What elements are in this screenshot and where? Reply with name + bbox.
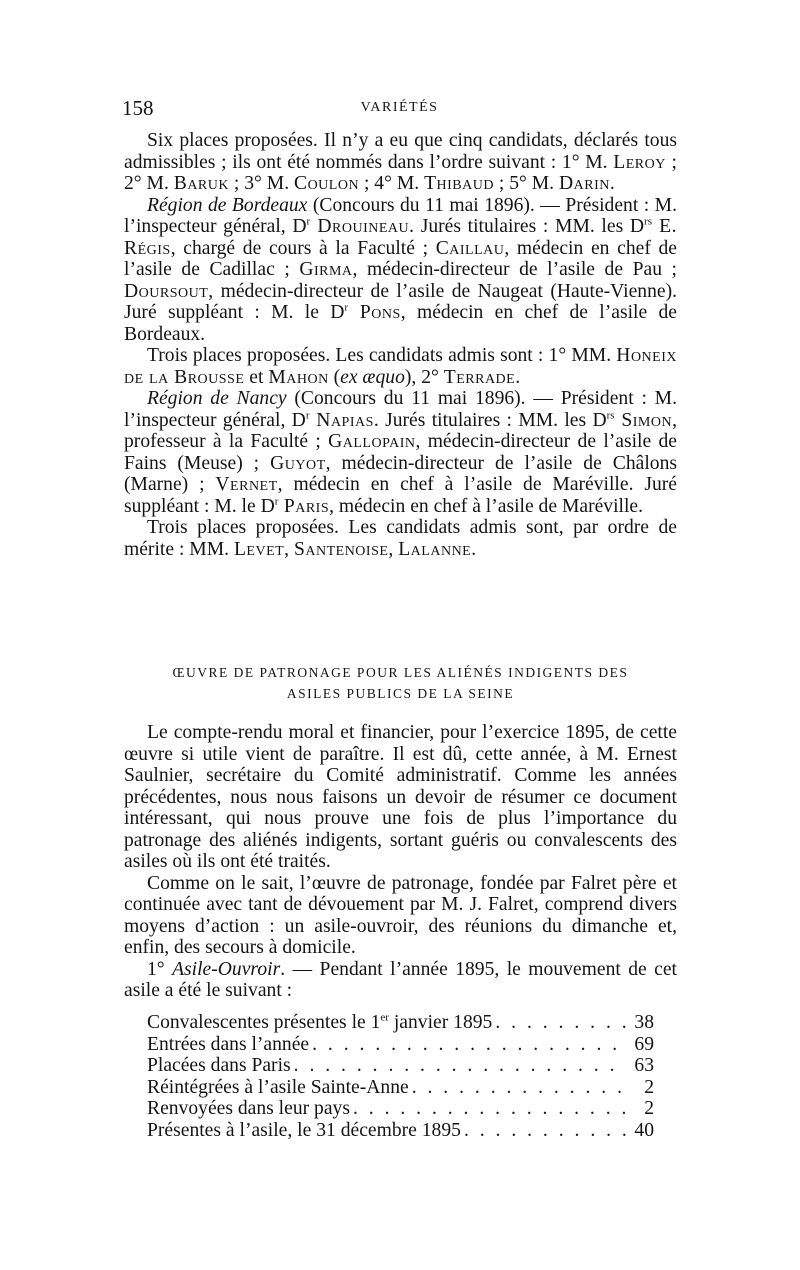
table-row: [147, 1120, 654, 1142]
row-label: Entrées dans l’année: [147, 1033, 310, 1055]
superscript: r: [306, 215, 311, 228]
table-row: [147, 1012, 654, 1034]
table-row: [147, 1034, 654, 1056]
text-run: , médecin en chef de l’asile de Cadillac ;: [124, 237, 678, 280]
leader-dots: [461, 1120, 626, 1142]
body-text-top: [124, 130, 677, 560]
row-label: Renvoyées dans leur pays: [147, 1098, 350, 1119]
superscript: rs: [644, 215, 652, 228]
text-run: , médecin en chef à l’asile de Maréville.: [329, 495, 644, 517]
text-run: , chargé de cours à la Faculté ;: [170, 237, 436, 259]
paragraph: [124, 345, 677, 388]
person-name: Napias: [309, 409, 374, 431]
row-value: 69: [634, 1033, 654, 1055]
table-row: [147, 1077, 654, 1099]
text-run: Trois places proposées. Les candidats admis sont : 1° MM.: [147, 345, 617, 366]
text-run: . — Pendant l’année 1895, le mouvement de cet asile a été le suivant :: [124, 958, 678, 1001]
candidate-name: Mahon: [268, 366, 329, 388]
superscript: r: [305, 408, 310, 421]
person-name: Drouineau: [310, 216, 410, 237]
superscript: er: [380, 1011, 389, 1024]
paragraph: Comme on le sait, l’œuvre de patronage, fondée par Falret père et continuée avec tant de dévouement par M. J. Falret, comprend divers moyens d’action : un asile-ouvroir, des réunions du dimanche et, enfin, des secours à domicile.: [124, 872, 677, 958]
text-run: .: [609, 173, 615, 194]
region-heading: Région de Bordeaux: [147, 194, 308, 216]
row-value: 63: [634, 1055, 654, 1076]
candidate-name: Santenoise: [293, 538, 389, 560]
superscript: r: [274, 494, 279, 507]
text-run: (Concours du 11 mai 1896). — Président : M. l’inspecteur général, D: [124, 388, 677, 431]
row-label: Réintégrées à l’asile Sainte-Anne: [147, 1076, 409, 1098]
paragraph: [124, 195, 677, 346]
text-run: ; 5° M.: [493, 173, 559, 194]
person-name: Pons: [348, 302, 401, 323]
running-head: VARIÉTÉS: [360, 100, 439, 115]
paragraph: [124, 959, 677, 1002]
row-label: Présentes à l’asile, le 31 décembre 1895: [147, 1119, 461, 1141]
paragraph: Le compte-rendu moral et financier, pour l’exercice 1895, de cette œuvre si utile vient de paraître. Il est dû, cette année, à M. Ernest Saulnier, secrétaire du Comité administratif. Comme les années précédentes, nous nous faisons un devoir de résumer ce document intéressant, qui nous prouve une fois de plus l’importance du patronage des aliénés indigents, sortant guéris ou convalescents des asiles où ils ont été traités.: [124, 722, 677, 872]
text-run: ,: [388, 538, 399, 560]
paragraph: [124, 388, 677, 517]
candidate-name: Coulon: [294, 173, 360, 194]
section-heading: [124, 662, 677, 704]
row-value: 40: [634, 1119, 654, 1141]
text-run: 1°: [147, 958, 173, 980]
table-row: [147, 1055, 654, 1077]
candidate-name: Baruk: [173, 173, 229, 194]
text-run: (: [328, 366, 341, 388]
text-run: , médecin-directeur de l’asile de Naugeat (Haute-Vienne). Juré suppléant : M. le D: [124, 280, 677, 323]
candidate-name: Leroy: [613, 151, 666, 173]
text-run: , médecin-directeur de l’asile de Fains (Meuse) ;: [124, 431, 677, 474]
row-value: 2: [644, 1098, 654, 1119]
italic-text: ex æquo: [340, 366, 405, 388]
statistics-table: [147, 1012, 654, 1141]
candidate-name: Levet: [233, 538, 285, 560]
text-run: . Jurés titulaires : MM. les D: [373, 409, 607, 431]
text-run: , médecin en chef de l’asile de Bordeaux.: [124, 302, 677, 345]
row-label: [147, 1012, 492, 1034]
text-run: (Concours du 11 mai 1896). — Président : M. l’inspecteur général, D: [124, 194, 677, 237]
table-row: [147, 1098, 654, 1120]
text-run: . Jurés titulaires : MM. les D: [409, 216, 645, 237]
text-run: , médecin en chef à l’asile de Maréville. Juré suppléant : M. le D: [124, 474, 677, 517]
page-number: 158: [122, 96, 154, 120]
person-name: Vernet: [215, 474, 278, 495]
person-name: Doursout: [124, 280, 209, 302]
superscript: r: [344, 301, 349, 314]
text-run: , médecin-directeur de l’asile de Châlons (Marne) ;: [124, 452, 677, 495]
text-run: .: [471, 538, 477, 560]
label-text: Convalescentes présentes le 1: [147, 1012, 381, 1033]
section-heading-line: ŒUVRE DE PATRONAGE POUR LES ALIÉNÉS INDIGENTS DES: [172, 665, 629, 680]
text-run: ; 2° M.: [124, 151, 678, 194]
text-run: ,: [284, 538, 294, 560]
text-run: .: [515, 366, 521, 388]
subsection-title: Asile-Ouvroir: [172, 958, 281, 980]
text-run: Six places proposées. Il n’y a eu que cinq candidats, déclarés tous admissibles ; ils ont été nommés dans l’ordre suivant : 1° M.: [124, 130, 677, 173]
row-value: 2: [644, 1076, 654, 1098]
candidate-name: Thibaud: [424, 173, 494, 194]
leader-dots: [492, 1012, 626, 1034]
leader-dots: [350, 1098, 626, 1120]
person-name: Gallopain: [328, 431, 416, 452]
text-run: ; 4° M.: [359, 173, 425, 194]
text-run: Trois places proposées. Les candidats admis sont, par ordre de mérite : MM.: [124, 517, 677, 560]
row-label: Placées dans Paris: [147, 1055, 291, 1076]
candidate-name: Honeix de la Brousse: [124, 345, 677, 388]
region-heading: Région de Nancy: [147, 388, 287, 409]
text-run: , professeur à la Faculté ;: [124, 409, 677, 452]
candidate-name: Terrade: [443, 366, 516, 388]
person-name: Paris: [278, 495, 330, 517]
leader-dots: [409, 1077, 626, 1099]
leader-dots: [291, 1055, 626, 1077]
body-text-bottom: [124, 722, 677, 1002]
person-name: Caillau: [435, 237, 505, 259]
person-name: E. Régis: [124, 216, 678, 259]
section-heading-line: ASILES PUBLICS DE LA SEINE: [286, 686, 515, 701]
person-name: Girma: [299, 259, 353, 280]
person-name: Guyot: [270, 452, 326, 474]
text-run: ; 3° M.: [229, 173, 294, 194]
candidate-name: Lalanne: [398, 538, 472, 560]
leader-dots: [309, 1034, 626, 1056]
row-value: 38: [634, 1012, 654, 1033]
page-header: [122, 96, 677, 122]
text-run: et: [244, 366, 269, 388]
superscript: rs: [606, 408, 615, 421]
candidate-name: Darin: [558, 173, 610, 194]
paragraph: [124, 130, 677, 195]
paragraph: [124, 517, 677, 560]
text-run: ), 2°: [404, 366, 444, 388]
person-name: Simon: [614, 409, 673, 431]
label-text: janvier 1895: [388, 1012, 493, 1033]
text-run: , médecin-directeur de l’asile de Pau ;: [352, 259, 677, 280]
